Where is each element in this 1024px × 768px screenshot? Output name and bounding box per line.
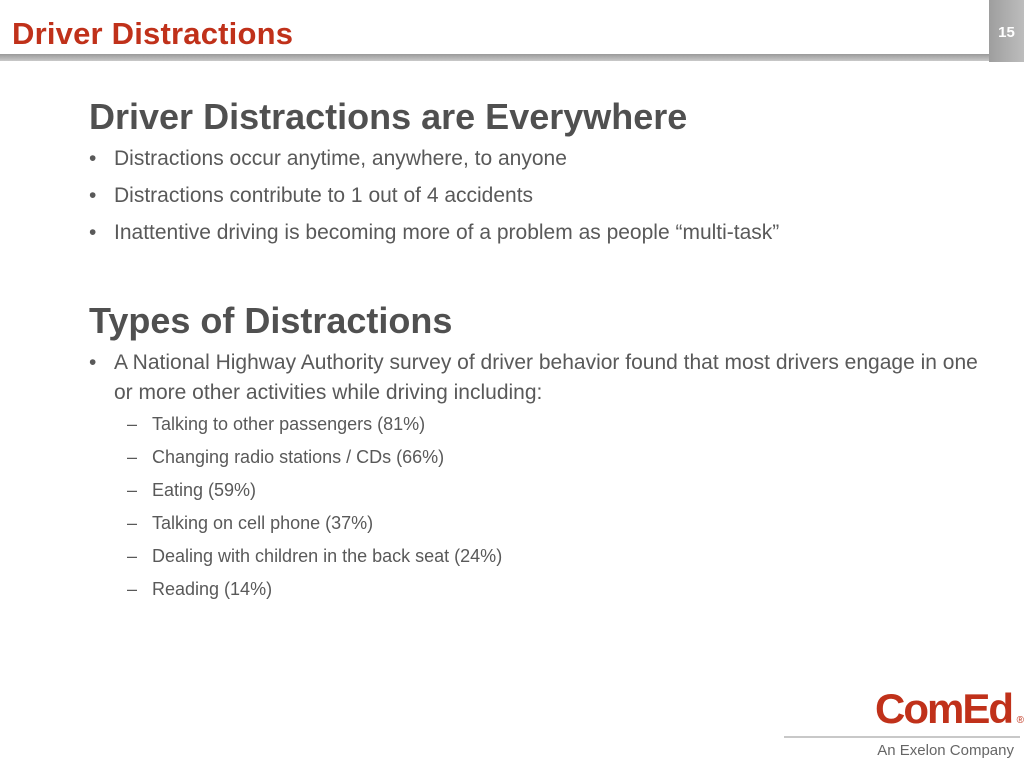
page-number-tab <box>989 0 1024 62</box>
types-bullet-list <box>89 348 989 601</box>
everywhere-bullet-list <box>89 144 989 248</box>
logo-wordmark: ComEd <box>875 685 1012 732</box>
bullet-marker: • <box>89 351 97 374</box>
list-item-text: Distractions contribute to 1 out of 4 accidents <box>114 184 534 207</box>
registered-mark: ® <box>1016 715 1024 726</box>
types-section <box>89 300 989 601</box>
sublist-item-text: Changing radio stations / CDs (66%) <box>152 447 445 467</box>
logo-divider <box>784 736 1020 738</box>
sublist-item <box>114 511 989 535</box>
slide-content <box>89 96 989 610</box>
activity-sublist <box>114 412 989 601</box>
dash-marker: – <box>127 447 138 467</box>
logo-tagline: An Exelon Company <box>877 742 1014 759</box>
bullet-marker: • <box>89 184 97 207</box>
sublist-item <box>114 544 989 568</box>
sublist-item <box>114 478 989 502</box>
sublist-item <box>114 577 989 601</box>
list-item-text: Inattentive driving is becoming more of a problem as people “multi-task” <box>114 221 780 244</box>
list-item-text: Distractions occur anytime, anywhere, to anyone <box>114 147 567 170</box>
dash-marker: – <box>127 546 138 566</box>
bullet-marker: • <box>89 147 97 170</box>
list-item <box>89 144 989 174</box>
list-item <box>89 181 989 211</box>
sublist-item-text: Talking to other passengers (81%) <box>152 414 426 434</box>
sublist-item-text: Eating (59%) <box>152 480 257 500</box>
sublist-item <box>114 445 989 469</box>
section-heading-types: Types of Distractions <box>89 300 453 341</box>
sublist-item <box>114 412 989 436</box>
list-item <box>89 348 989 601</box>
sublist-item-text: Reading (14%) <box>152 579 273 599</box>
list-item-text: A National Highway Authority survey of driver behavior found that most drivers engage in one or more other activities while driving including: <box>114 351 978 404</box>
sublist-item-text: Talking on cell phone (37%) <box>152 513 374 533</box>
header-divider <box>0 54 990 61</box>
comed-logo <box>780 685 1024 768</box>
slide-header-title: Driver Distractions <box>12 16 294 51</box>
sublist-item-text: Dealing with children in the back seat (24%) <box>152 546 503 566</box>
bullet-marker: • <box>89 221 97 244</box>
dash-marker: – <box>127 480 138 500</box>
dash-marker: – <box>127 414 138 434</box>
dash-marker: – <box>127 579 138 599</box>
dash-marker: – <box>127 513 138 533</box>
list-item <box>89 218 989 248</box>
page-number: 15 <box>998 24 1015 41</box>
section-heading-everywhere: Driver Distractions are Everywhere <box>89 96 688 137</box>
